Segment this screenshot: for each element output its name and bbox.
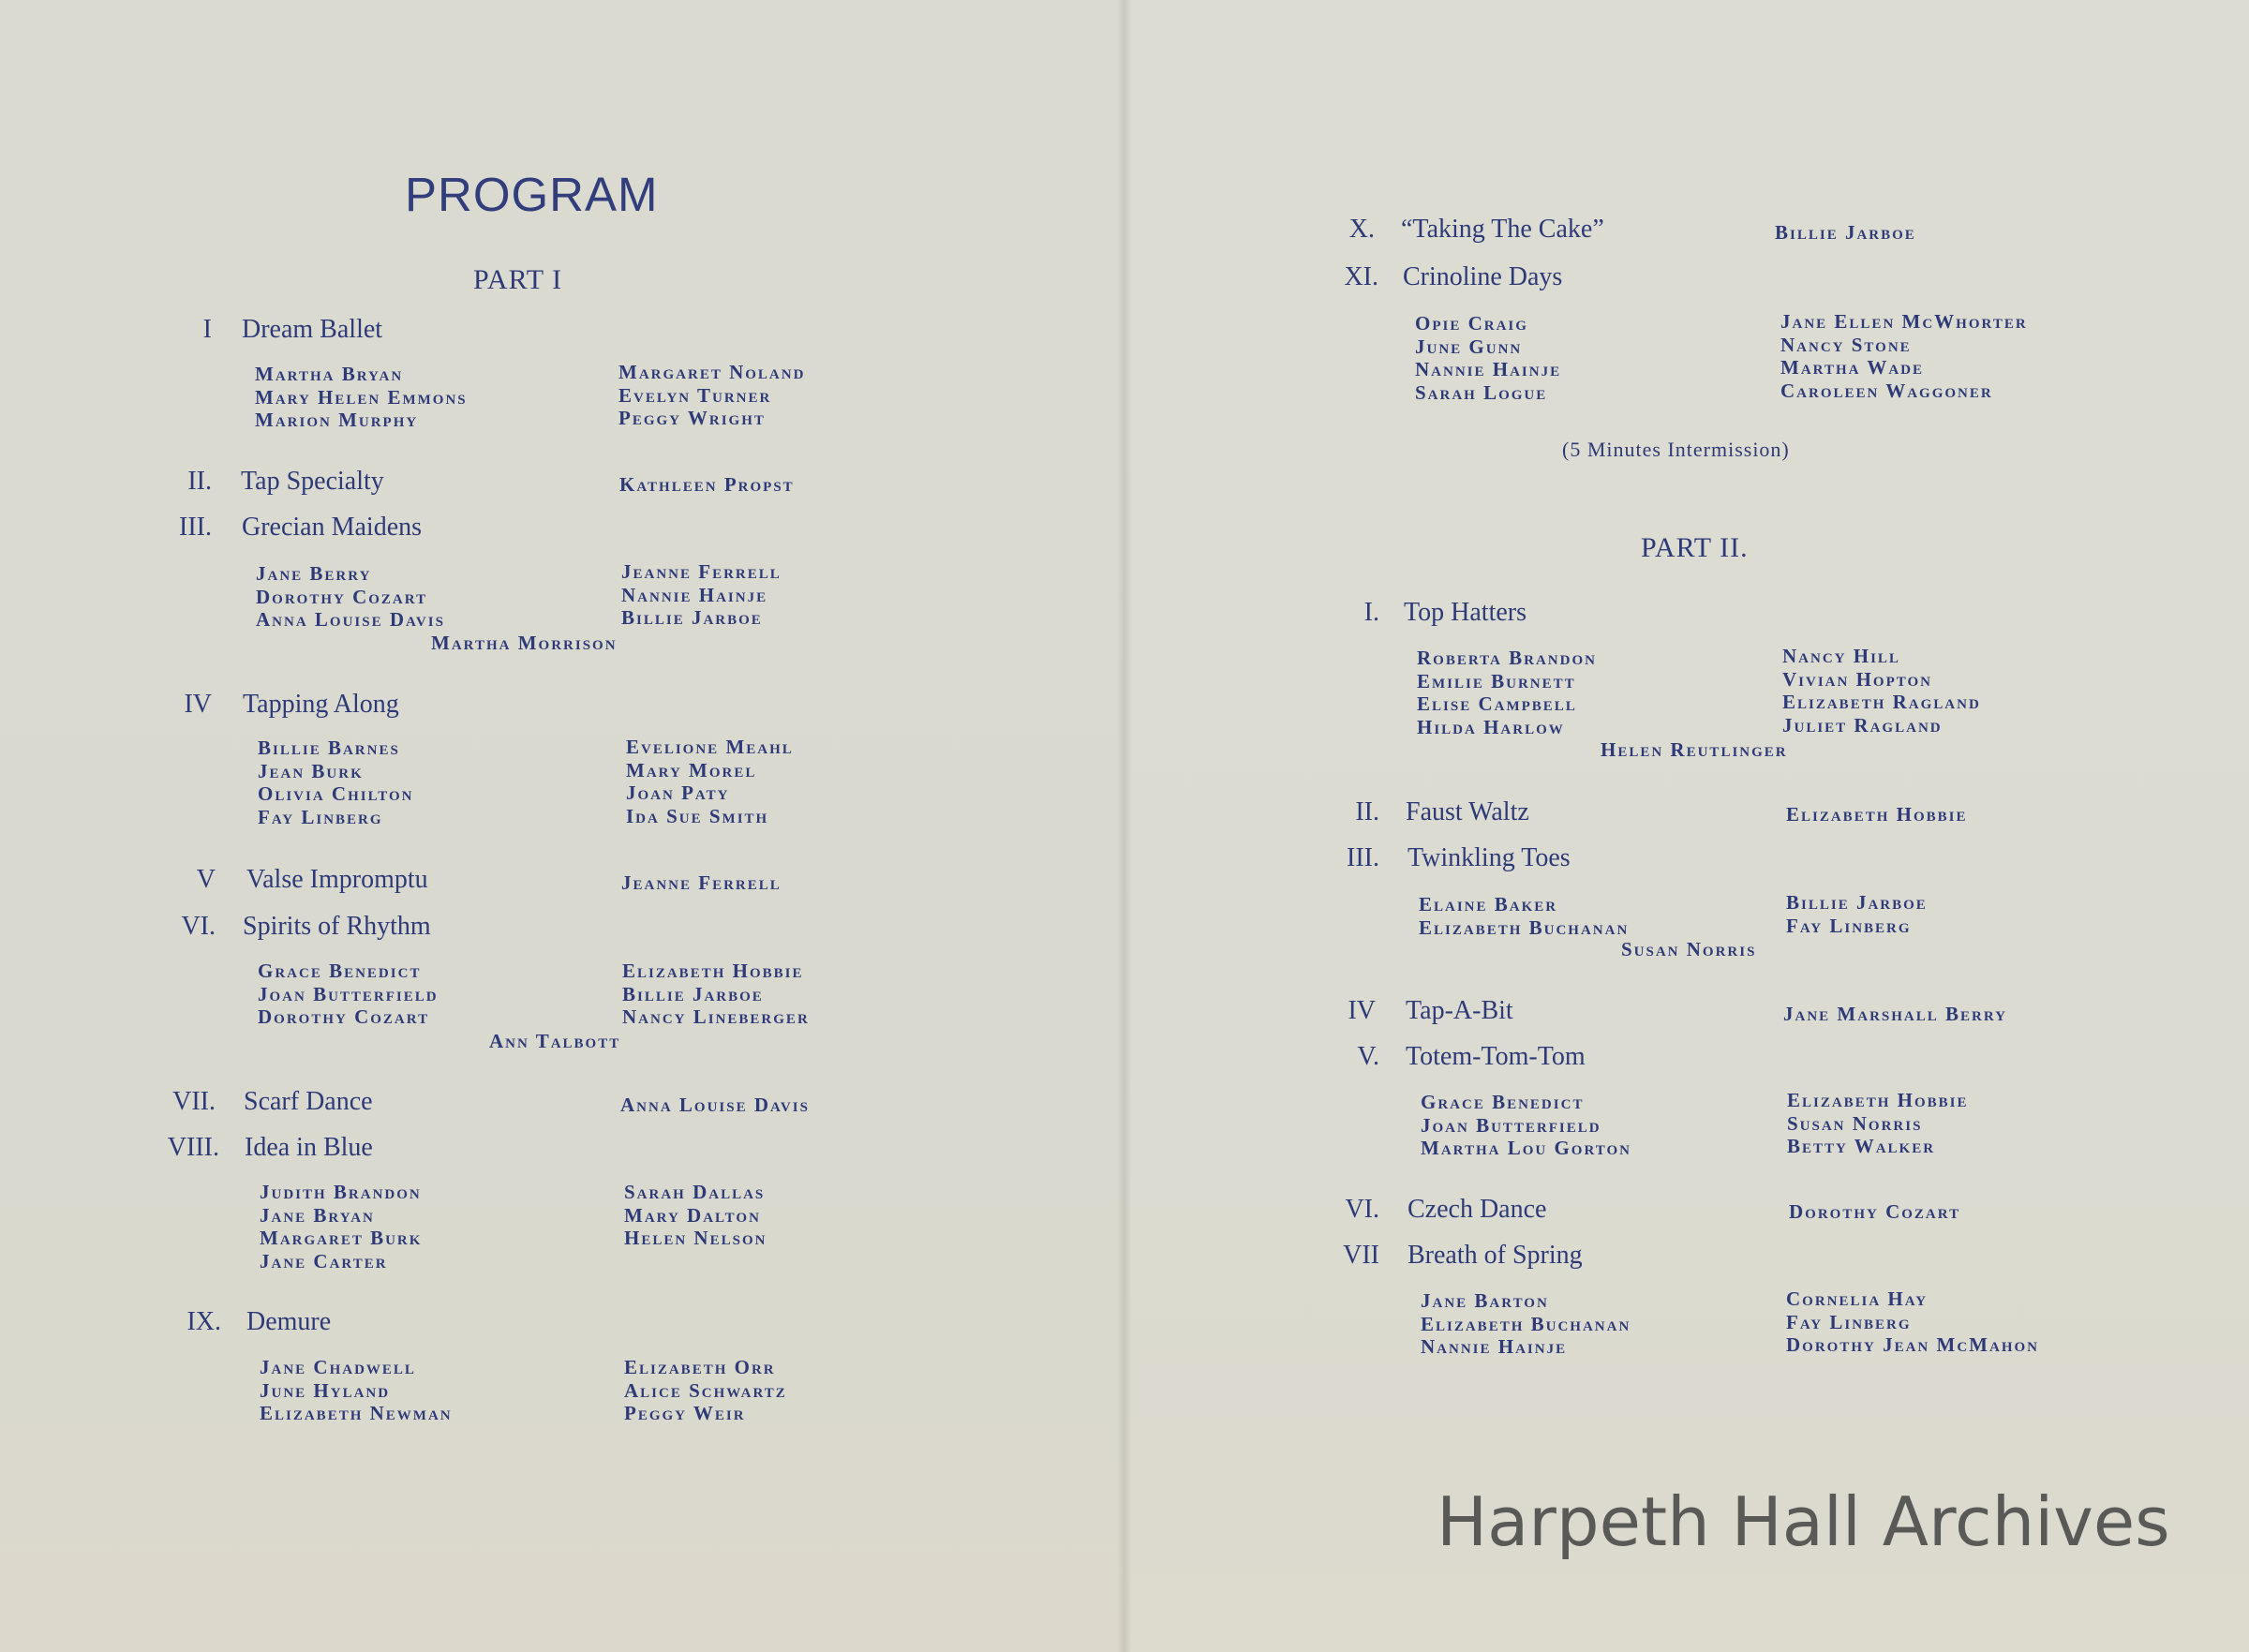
act-number: III. — [179, 513, 212, 542]
cast-name: June Hyland — [260, 1378, 391, 1402]
act-title: Grecian Maidens — [242, 513, 423, 542]
act-title: Idea in Blue — [245, 1133, 373, 1162]
cast-name: Nancy Lineberger — [622, 1005, 810, 1028]
cast-name: Sarah Dallas — [624, 1181, 766, 1203]
act-number: VI. — [1345, 1195, 1379, 1224]
left-page — [0, 0, 1124, 1652]
cast-name: Peggy Wright — [618, 407, 766, 429]
cast-column-right — [1780, 310, 2028, 402]
cast-column-right — [1786, 891, 1928, 937]
cast-name: Nannie Hainje — [1421, 1335, 1568, 1358]
cast-name: Martha Bryan — [255, 363, 404, 385]
act-number: I — [202, 315, 212, 344]
cast-column-right — [621, 560, 782, 630]
act-title: Valse Impromptu — [246, 865, 428, 894]
cast-name-centered: Ann Talbott — [489, 1030, 621, 1052]
cast-name: Elizabeth Hobbie — [622, 960, 804, 982]
act-title: “Taking The Cake” — [1401, 215, 1604, 244]
act-title: Top Hatters — [1404, 598, 1527, 627]
cast-name: Jane Barton — [1421, 1289, 1549, 1312]
cast-name: Dorothy Cozart — [258, 1005, 430, 1028]
cast-name: Roberta Brandon — [1417, 647, 1597, 669]
cast-name: Billie Jarboe — [622, 982, 764, 1005]
cast-name: Judith Brandon — [260, 1181, 422, 1203]
cast-name: June Gunn — [1415, 335, 1523, 358]
cast-name: Elaine Baker — [1419, 893, 1558, 915]
act-number: III. — [1347, 843, 1379, 872]
cast-name: Evelione Meahl — [626, 736, 794, 758]
cast-name: Marion Murphy — [255, 409, 419, 431]
soloist-name: Jane Marshall Berry — [1783, 1003, 2007, 1025]
soloist-name: Kathleen Propst — [619, 473, 795, 496]
cast-column-left — [1421, 1289, 1631, 1359]
cast-name: Fay Linberg — [1786, 1310, 1912, 1333]
act-number: II. — [1355, 797, 1379, 826]
cast-name: Cornelia Hay — [1786, 1287, 1929, 1310]
cast-name: Elizabeth Newman — [260, 1402, 453, 1424]
act-number: IX. — [186, 1307, 221, 1336]
cast-name: Elise Campbell — [1417, 692, 1577, 715]
act-title: Crinoline Days — [1403, 262, 1563, 291]
cast-name: Jane Ellen McWhorter — [1780, 310, 2028, 333]
cast-name: Mary Dalton — [624, 1203, 761, 1227]
cast-name: Jeanne Ferrell — [621, 560, 782, 583]
cast-name: Nancy Stone — [1780, 333, 1912, 356]
cast-column-right — [1787, 1089, 1968, 1158]
act-title: Faust Waltz — [1406, 797, 1529, 826]
cast-name: Elizabeth Orr — [624, 1356, 776, 1378]
act-number: XI. — [1344, 262, 1378, 291]
act-number: X. — [1348, 215, 1375, 244]
cast-name: Betty Walker — [1787, 1135, 1936, 1157]
cast-column-right — [622, 960, 810, 1029]
cast-name: Margaret Noland — [618, 361, 806, 383]
cast-name-centered: Susan Norris — [1621, 938, 1757, 960]
cast-name: Dorothy Jean McMahon — [1786, 1333, 2039, 1356]
act-number: VI. — [181, 912, 216, 941]
cast-column-left — [1415, 312, 1561, 404]
cast-name: Mary Morel — [626, 758, 757, 781]
cast-name: Mary Helen Emmons — [255, 385, 468, 409]
cast-column-left — [255, 363, 468, 432]
act-number: II. — [187, 467, 212, 496]
soloist-name: Billie Jarboe — [1775, 221, 1916, 244]
cast-column-right — [618, 361, 805, 430]
cast-name: Susan Norris — [1787, 1111, 1923, 1135]
cast-name: Opie Craig — [1415, 312, 1528, 335]
act-title: Scarf Dance — [244, 1087, 373, 1116]
cast-column-right — [1786, 1287, 2039, 1357]
cast-name: Fay Linberg — [1786, 914, 1912, 937]
cast-name: Jean Burk — [258, 759, 364, 782]
cast-name: Martha Lou Gorton — [1421, 1137, 1632, 1159]
act-title: Czech Dance — [1407, 1195, 1547, 1224]
act-title: Dream Ballet — [242, 315, 383, 344]
cast-name: Elizabeth Ragland — [1782, 691, 1981, 713]
cast-column-left — [258, 960, 439, 1029]
cast-column-left — [1417, 647, 1597, 738]
act-number: VII. — [172, 1087, 216, 1116]
cast-name: Anna Louise Davis — [256, 608, 445, 631]
act-title: Tap Specialty — [241, 467, 384, 496]
cast-name: Jane Chadwell — [260, 1356, 416, 1378]
cast-name: Martha Wade — [1780, 356, 1925, 379]
cast-column-left — [258, 737, 413, 828]
cast-column-left — [260, 1356, 453, 1425]
act-title: Totem-Tom-Tom — [1406, 1042, 1586, 1071]
cast-name: Dorothy Cozart — [256, 585, 428, 608]
cast-name: Grace Benedict — [258, 960, 422, 982]
part-1-heading: PART I — [473, 264, 563, 295]
cast-name: Juliet Ragland — [1782, 713, 1943, 737]
soloist-name: Dorothy Cozart — [1789, 1200, 1961, 1223]
cast-name: Alice Schwartz — [624, 1378, 787, 1402]
act-title: Spirits of Rhythm — [243, 912, 431, 941]
cast-name: Margaret Burk — [260, 1227, 423, 1249]
act-number: V — [196, 865, 216, 894]
cast-name: Elizabeth Buchanan — [1421, 1312, 1631, 1335]
cast-name: Nannie Hainje — [621, 583, 768, 606]
act-number: IV — [184, 690, 212, 719]
cast-name: Sarah Logue — [1415, 380, 1548, 404]
act-number: I. — [1363, 598, 1379, 627]
cast-name: Elizabeth Hobbie — [1787, 1089, 1969, 1111]
soloist-name: Elizabeth Hobbie — [1786, 803, 1968, 826]
cast-name: Elizabeth Buchanan — [1419, 915, 1630, 939]
cast-column-left — [260, 1181, 422, 1272]
cast-name: Jane Berry — [256, 562, 372, 585]
cast-name: Fay Linberg — [258, 805, 383, 828]
act-number: VIII. — [167, 1133, 219, 1162]
page-fold — [1117, 0, 1132, 1652]
act-number: VII — [1343, 1241, 1379, 1270]
cast-name-centered: Martha Morrison — [431, 632, 618, 654]
part-2-heading: PART II. — [1641, 532, 1749, 563]
cast-name: Nannie Hainje — [1415, 358, 1562, 380]
cast-column-right — [624, 1181, 767, 1250]
cast-name: Caroleen Waggoner — [1780, 379, 1993, 402]
cast-name: Jane Bryan — [260, 1203, 375, 1227]
cast-column-left — [256, 562, 445, 632]
soloist-name: Jeanne Ferrell — [621, 871, 782, 894]
cast-column-right — [1782, 645, 1981, 737]
act-title: Breath of Spring — [1407, 1241, 1583, 1270]
cast-name: Joan Butterfield — [258, 982, 439, 1005]
soloist-name: Anna Louise Davis — [620, 1094, 810, 1116]
intermission-note: (5 Minutes Intermission) — [1562, 438, 1790, 461]
act-number: IV — [1348, 996, 1376, 1025]
cast-name: Billie Jarboe — [621, 606, 763, 629]
act-title: Demure — [246, 1307, 332, 1336]
cast-name: Billie Barnes — [258, 737, 400, 759]
cast-name: Joan Paty — [626, 781, 730, 804]
cast-name: Vivian Hopton — [1782, 667, 1932, 691]
cast-name: Grace Benedict — [1421, 1091, 1585, 1113]
cast-name: Peggy Weir — [624, 1402, 746, 1424]
act-title: Tapping Along — [243, 690, 399, 719]
cast-name: Helen Nelson — [624, 1227, 767, 1249]
cast-name: Emilie Burnett — [1417, 669, 1576, 692]
cast-name: Billie Jarboe — [1786, 891, 1928, 914]
cast-name: Nancy Hill — [1782, 645, 1900, 667]
cast-column-left — [1419, 893, 1629, 939]
act-title: Tap-A-Bit — [1406, 996, 1513, 1025]
cast-name-centered: Helen Reutlinger — [1601, 738, 1788, 761]
cast-column-left — [1421, 1091, 1631, 1160]
archive-watermark: Harpeth Hall Archives — [1437, 1482, 2170, 1561]
cast-column-right — [624, 1356, 787, 1425]
program-title: PROGRAM — [405, 168, 659, 221]
act-number: V. — [1357, 1042, 1379, 1071]
cast-name: Olivia Chilton — [258, 782, 414, 805]
cast-name: Hilda Harlow — [1417, 715, 1565, 738]
cast-column-right — [626, 736, 794, 827]
cast-name: Ida Sue Smith — [626, 804, 769, 827]
cast-name: Joan Butterfield — [1421, 1113, 1601, 1137]
cast-name: Evelyn Turner — [618, 383, 772, 407]
act-title: Twinkling Toes — [1407, 843, 1571, 872]
cast-name: Jane Carter — [260, 1249, 388, 1272]
